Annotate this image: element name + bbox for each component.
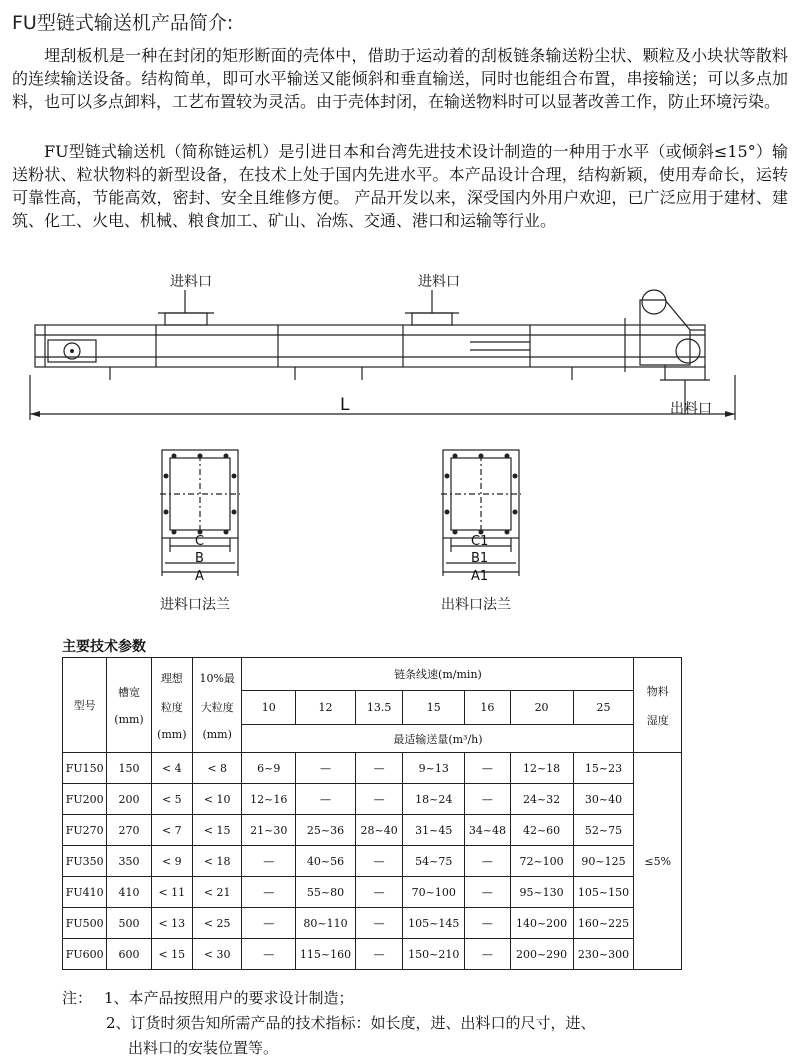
table-row [63,877,682,908]
length-label: L [340,395,350,415]
table-row [63,939,682,970]
table-cell: < 15 [151,939,192,970]
intro-paragraph-2-text: FU型链式输送机（简称链运机）是引进日本和台湾先进技术设计制造的一种用于水平（或倾斜≤15°）输送粉状、粒状物料的新型设备，在技术上处于国内先进水平。本产品设计合理，结构新颖，使用寿命长，运转可靠性高，节能高效，密封、安全且维修方便。 产品开发以来，深受国内外用户欢迎，已广泛应用于建材、建筑、化工、火电、机械、粮食加工、矿山、冶炼、交通、港口和运输等行业。 [12,142,788,230]
inlet-flange-dim-a: A [195,569,204,584]
table-cell: FU150 [63,753,107,784]
table-row [63,908,682,939]
table-cell: 21~30 [242,815,296,846]
table-row [63,784,682,815]
table-cell: 115~160 [296,939,356,970]
table-cell: 31~45 [403,815,465,846]
table-cell: 140~200 [510,908,573,939]
table-cell: < 30 [192,939,242,970]
inlet-label-1: 进料口 [170,274,212,290]
speed-cell: 25 [573,691,634,725]
table-row [63,846,682,877]
speed-cell: 20 [510,691,573,725]
table-cell: 160~225 [573,908,634,939]
table-cell: 12~16 [242,784,296,815]
inlet-flange-dim-b: B [195,551,204,566]
moisture-cell: ≤5% [634,753,682,970]
table-cell: 9~13 [403,753,465,784]
table-cell: — [465,753,510,784]
conveyor-body [35,325,705,367]
table-cell: 30~40 [573,784,634,815]
speed-cell: 15 [403,691,465,725]
speed-cell: 13.5 [355,691,402,725]
table-cell: < 15 [192,815,242,846]
header-capacity: 最适输送量(m³/h) [242,725,634,753]
table-cell: 90~125 [573,846,634,877]
table-cell: 350 [107,846,151,877]
table-cell: — [242,877,296,908]
outlet-label: 出料口 [670,401,712,417]
header-max-grain: 10%最 大粒度 (mm) [192,658,242,753]
spec-table [62,657,682,970]
outlet-flange-caption: 出料口法兰 [441,597,511,613]
table-cell: — [355,908,402,939]
table-cell: FU410 [63,877,107,908]
page-title: FU型链式输送机产品简介: [12,12,234,34]
speed-cell: 10 [242,691,296,725]
table-cell: 12~18 [510,753,573,784]
table-cell: 24~32 [510,784,573,815]
table-cell: < 21 [192,877,242,908]
table-cell: FU200 [63,784,107,815]
note-2: 2、订货时须告知所需产品的技术指标：如长度，进、出料口的尺寸，进、 [106,1014,596,1032]
table-cell: 34~48 [465,815,510,846]
table-cell: — [355,784,402,815]
table-cell: 95~130 [510,877,573,908]
speed-cell: 16 [465,691,510,725]
outlet-flange-dim-a1: A1 [471,569,489,584]
table-cell: — [465,784,510,815]
notes [62,986,762,1061]
table-cell: 70~100 [403,877,465,908]
intro-paragraph-1-text: 埋刮板机是一种在封闭的矩形断面的壳体中，借助于运动着的刮板链条输送粉尘状、颗粒及小块状等散料的连续输送设备。结构简单，即可水平输送又能倾斜和垂直输送，同时也能组合布置，串接输送；可以多点加料，也可以多点卸料，工艺布置较为灵活。由于壳体封闭，在输送物料时可以显著改善工作，防止环境污染。 [12,46,788,111]
header-moisture: 物料 湿度 [634,658,682,753]
table-cell: < 18 [192,846,242,877]
table-cell: — [465,846,510,877]
header-model: 型号 [63,658,107,753]
table-cell: 15~23 [573,753,634,784]
table-cell: 18~24 [403,784,465,815]
table-cell: 230~300 [573,939,634,970]
table-cell: 270 [107,815,151,846]
table-cell: 105~145 [403,908,465,939]
outlet-flange-dim-b1: B1 [471,551,489,566]
table-cell: — [355,753,402,784]
table-cell: — [465,877,510,908]
outlet-flange-dim-c1: C1 [471,534,489,549]
inlet-flange-caption: 进料口法兰 [160,597,230,613]
table-header-row [63,658,682,691]
table-cell: 72~100 [510,846,573,877]
table-cell: — [465,908,510,939]
table-cell: < 4 [151,753,192,784]
table-title: 主要技术参数 [62,639,146,655]
table-cell: < 11 [151,877,192,908]
table-cell: — [355,877,402,908]
table-cell: — [242,939,296,970]
table-cell: 150 [107,753,151,784]
table-cell: FU500 [63,908,107,939]
table-cell: 150~210 [403,939,465,970]
table-cell: — [355,939,402,970]
table-cell: 500 [107,908,151,939]
table-cell: 6~9 [242,753,296,784]
table-cell: — [296,784,356,815]
table-row [63,753,682,784]
table-cell: < 8 [192,753,242,784]
inlet-flange-dim-c: C [195,534,205,549]
table-row [63,815,682,846]
table-cell: < 9 [151,846,192,877]
table-cell: — [296,753,356,784]
table-cell: 55~80 [296,877,356,908]
table-cell: 200 [107,784,151,815]
table-cell: < 10 [192,784,242,815]
table-cell: 25~36 [296,815,356,846]
table-cell: < 25 [192,908,242,939]
table-cell: 80~110 [296,908,356,939]
table-cell: 52~75 [573,815,634,846]
table-cell: 105~150 [573,877,634,908]
header-speed: 链条线速(m/min) [242,658,634,691]
table-cell: 40~56 [296,846,356,877]
table-cell: 42~60 [510,815,573,846]
table-cell: — [355,846,402,877]
inlet-label-2: 进料口 [418,274,460,290]
table-cell: FU270 [63,815,107,846]
header-width: 槽宽 (mm) [107,658,151,753]
table-cell: — [242,846,296,877]
table-cell: FU350 [63,846,107,877]
table-cell: < 13 [151,908,192,939]
note-2-continued: 出料口的安装位置等。 [128,1039,279,1057]
table-cell: FU600 [63,939,107,970]
note-1: 1、本产品按照用户的要求设计制造； [104,989,354,1007]
table-cell: 54~75 [403,846,465,877]
speed-cell: 12 [296,691,356,725]
table-cell: < 5 [151,784,192,815]
table-cell: — [242,908,296,939]
table-cell: 200~290 [510,939,573,970]
spec-table-body [63,658,682,970]
header-grain: 理想 粒度 (mm) [151,658,192,753]
notes-prefix: 注： [62,989,93,1007]
table-cell: < 7 [151,815,192,846]
table-cell: 600 [107,939,151,970]
table-cell: 410 [107,877,151,908]
table-cell: 28~40 [355,815,402,846]
table-cell: — [465,939,510,970]
